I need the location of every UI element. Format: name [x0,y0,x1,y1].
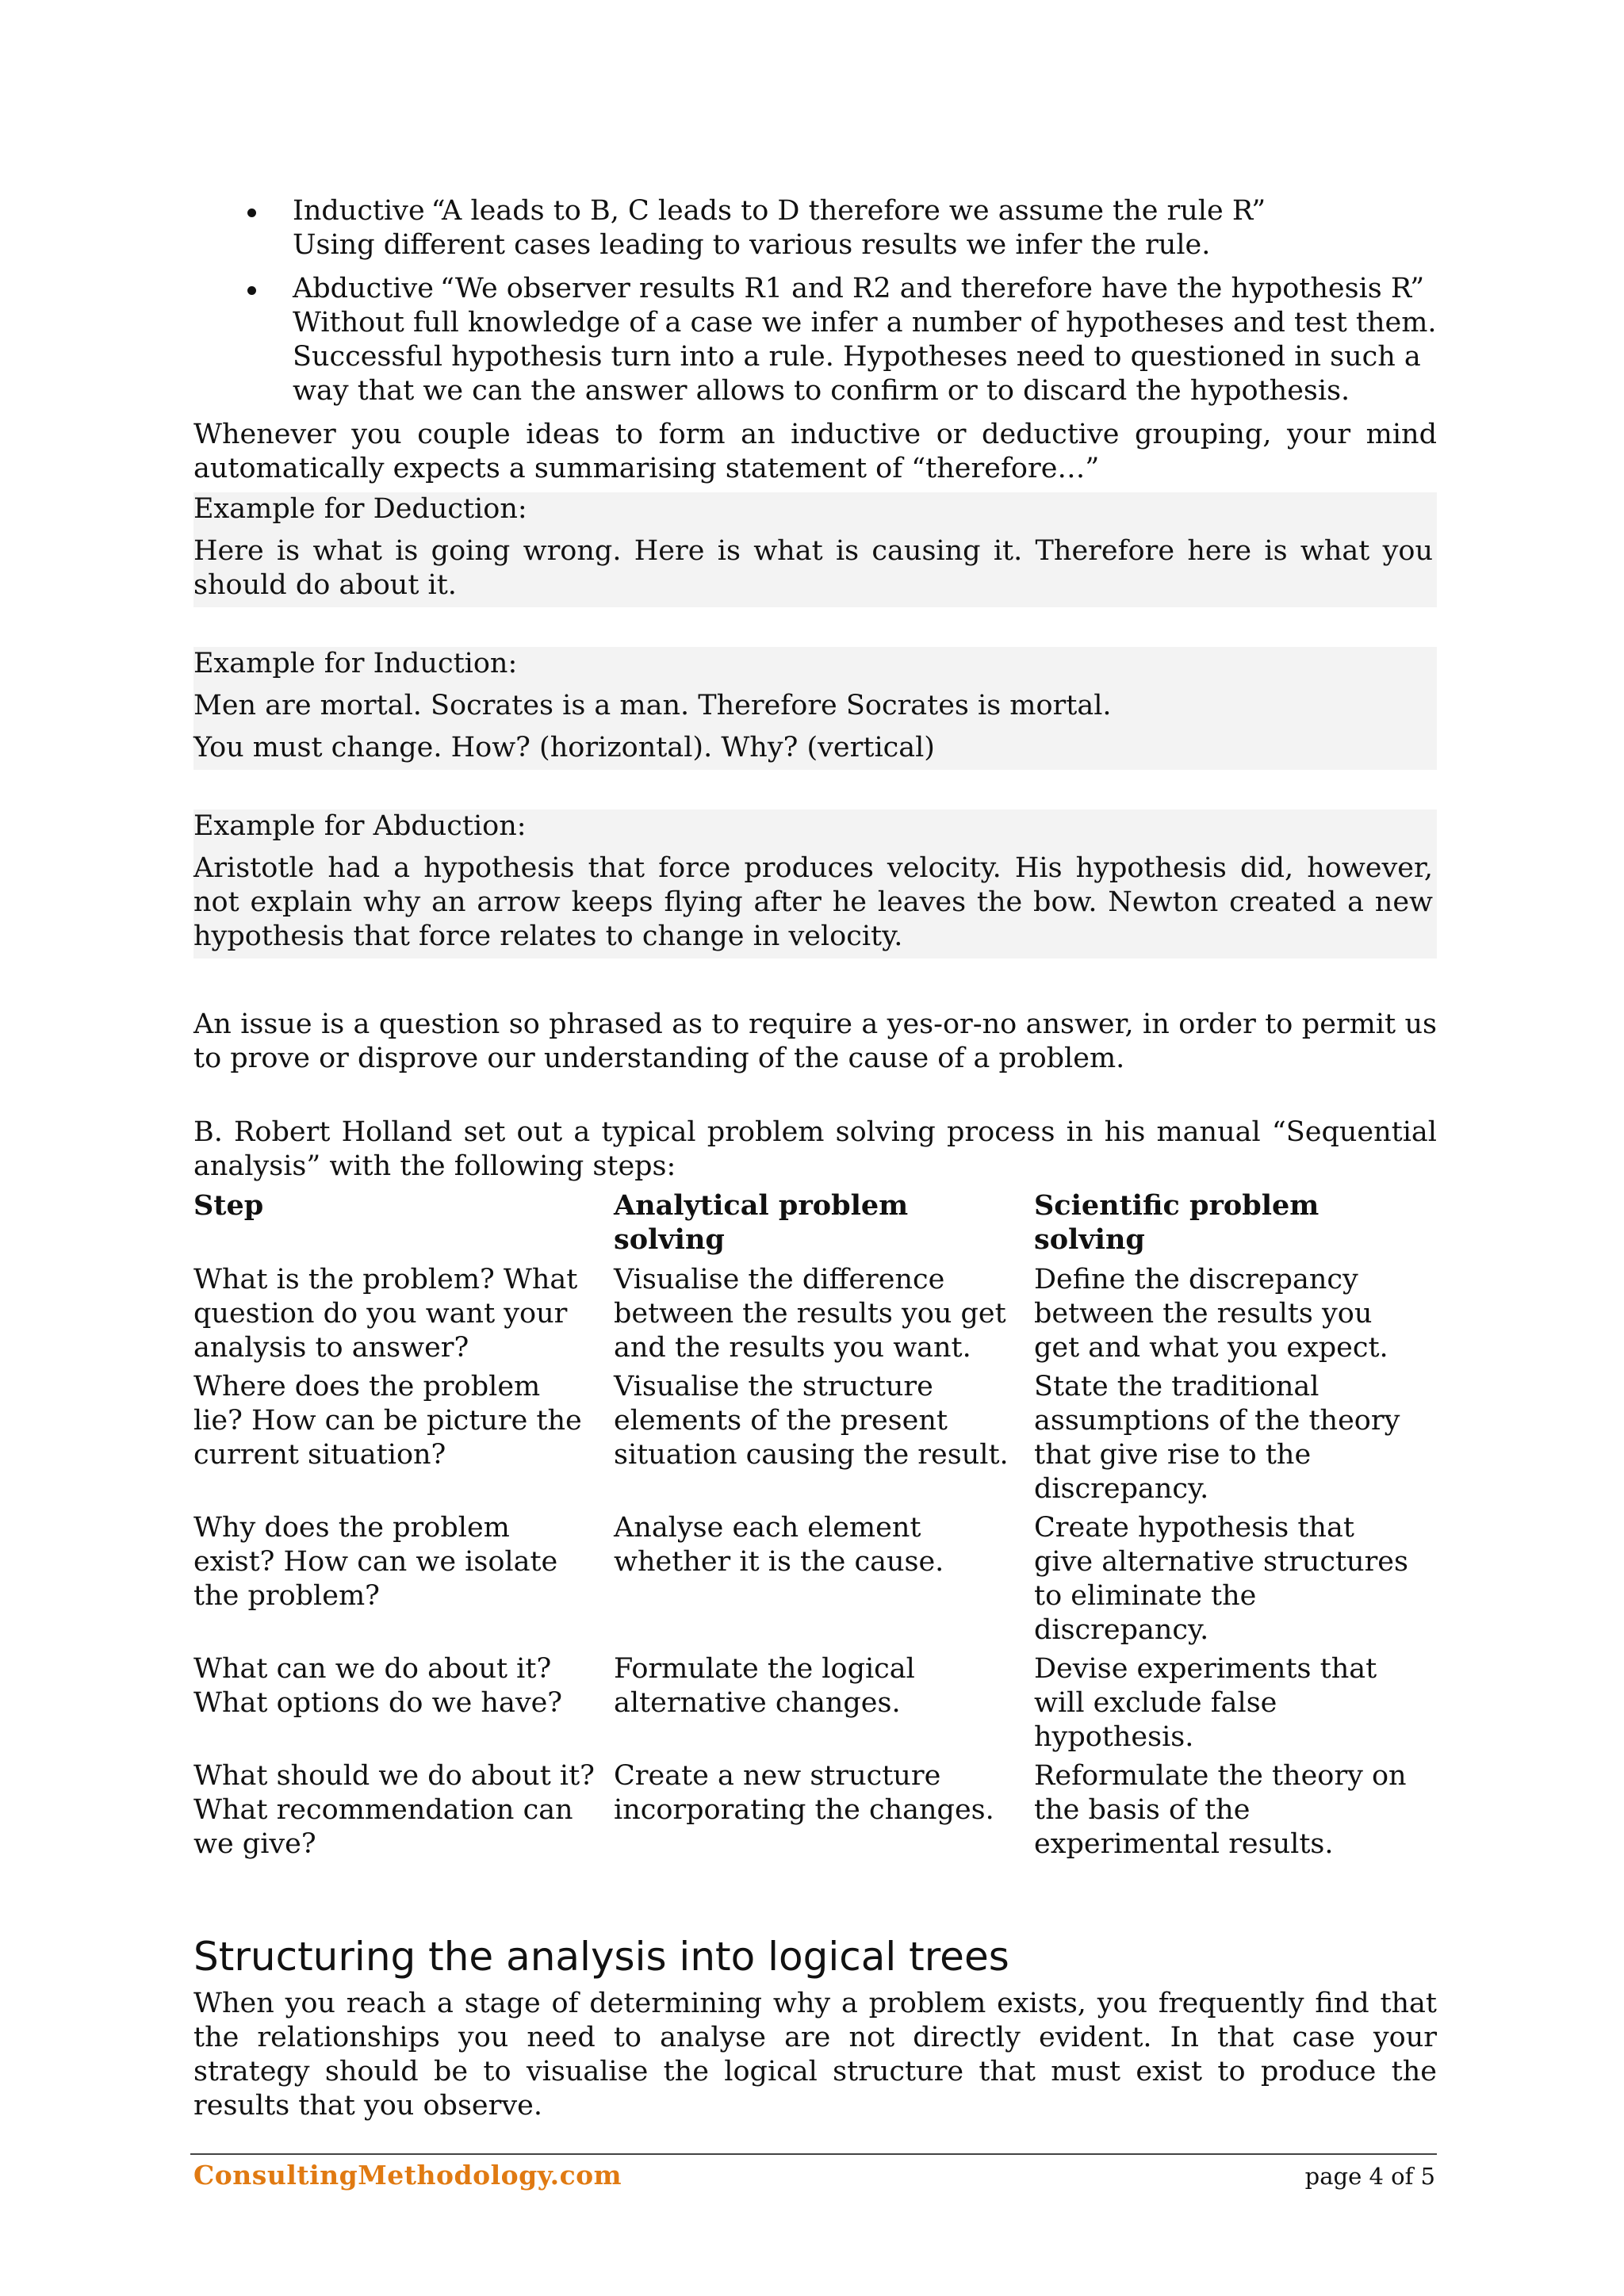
table-row [193,1652,1437,1759]
bullet-explanation: Using different cases leading to various results we infer the rule. [293,229,1211,261]
table-cell: Visualise the structure elements of the present situation causing the result. [614,1371,1009,1471]
table-row [193,1370,1437,1511]
table-cell: Analyse each element whether it is the cause. [614,1512,944,1578]
bullet-dot-icon [247,209,256,217]
table-cell: Reformulate the theory on the basis of the experimental results. [1034,1760,1407,1860]
table-cell: What should we do about it? What recommendation can we give? [193,1760,595,1860]
table-header-cell: Analytical problem solving [614,1189,909,1256]
table-row [193,1263,1437,1370]
table-cell: Visualise the difference between the results you get and the results you want. [614,1264,1006,1364]
table-row [193,1511,1437,1652]
example-induction [193,647,1437,770]
bullet-explanation: Without full knowledge of a case we infer a number of hypotheses and test them. Successful hypothesis turn into a rule. Hypotheses need to questioned in such a way that we can the answer allows to confirm or to discard the hypothesis. [293,307,1437,407]
bullet-abductive [193,272,1437,408]
example-heading: Example for Abduction: [193,810,527,842]
bullet-quote: “We observer results R1 and R2 and therefore have the hypothesis R” [439,273,1425,304]
table-cell: What can we do about it? What options do we have? [193,1653,563,1719]
example-deduction [193,492,1437,607]
table-cell: Define the discrepancy between the results you get and what you expect. [1034,1264,1388,1364]
example-heading: Example for Induction: [193,648,518,679]
document-body [193,194,1437,2123]
reasoning-bullet-list [193,194,1437,408]
example-text: You must change. How? (horizontal). Why? (vertical) [193,732,935,763]
table-cell: Formulate the logical alternative changes. [614,1653,915,1719]
bullet-inductive [193,194,1437,262]
table-cell: State the traditional assumptions of the theory that give rise to the discrepancy. [1034,1371,1400,1505]
footer-divider [190,2153,1437,2155]
bullet-quote: “A leads to B, C leads to D therefore we assume the rule R” [431,195,1266,227]
table-cell: Create hypothesis that give alternative structures to eliminate the discrepancy. [1034,1512,1408,1646]
table-cell: Devise experiments that will exclude false hypothesis. [1034,1653,1377,1753]
holland-paragraph: B. Robert Holland set out a typical problem solving process in his manual “Sequential analysis” with the following steps: [193,1116,1437,1182]
page-number: page 4 of 5 [1304,2163,1435,2190]
bullet-dot-icon [247,286,256,295]
section-paragraph: When you reach a stage of determining why a problem exists, you frequently find that the relationships you need to analyse are not directly evident. In that case your strategy should be to visualise the logical structure that must exist to produce the results that you observe. [193,1988,1437,2122]
example-heading: Example for Deduction: [193,493,527,525]
table-header-row [193,1188,1437,1263]
table-cell: Create a new structure incorporating the changes. [614,1760,994,1826]
table-cell: What is the problem? What question do you want your analysis to answer? [193,1264,578,1364]
example-text: Men are mortal. Socrates is a man. Therefore Socrates is mortal. [193,690,1112,721]
table-header-cell: Step [193,1189,264,1222]
table-header-cell: Scientific problem solving [1034,1189,1320,1256]
section-heading: Structuring the analysis into logical trees [193,1934,1009,1980]
example-text: Here is what is going wrong. Here is what is causing it. Therefore here is what you should do about it. [193,535,1433,601]
example-abduction [193,809,1437,959]
table-cell: Why does the problem exist? How can we isolate the problem? [193,1512,558,1612]
bullet-term: Abductive [293,273,434,304]
grouping-paragraph: Whenever you couple ideas to form an inductive or deductive grouping, your mind automatically expects a summarising statement of “therefore…” [193,419,1437,484]
example-text: Aristotle had a hypothesis that force produces velocity. His hypothesis did, however, not explain why an arrow keeps flying after he leaves the bow. Newton created a new hypothesis that force relates to change in velocity. [193,852,1433,952]
issue-paragraph: An issue is a question so phrased as to require a yes-or-no answer, in order to permit us to prove or disprove our understanding of the cause of a problem. [193,1008,1437,1074]
table-cell: Where does the problem lie? How can be picture the current situation? [193,1371,582,1471]
footer-brand-link[interactable]: ConsultingMethodology.com [193,2160,622,2191]
bullet-term: Inductive [293,195,425,227]
table-row [193,1759,1437,1866]
problem-solving-table [193,1188,1437,1866]
